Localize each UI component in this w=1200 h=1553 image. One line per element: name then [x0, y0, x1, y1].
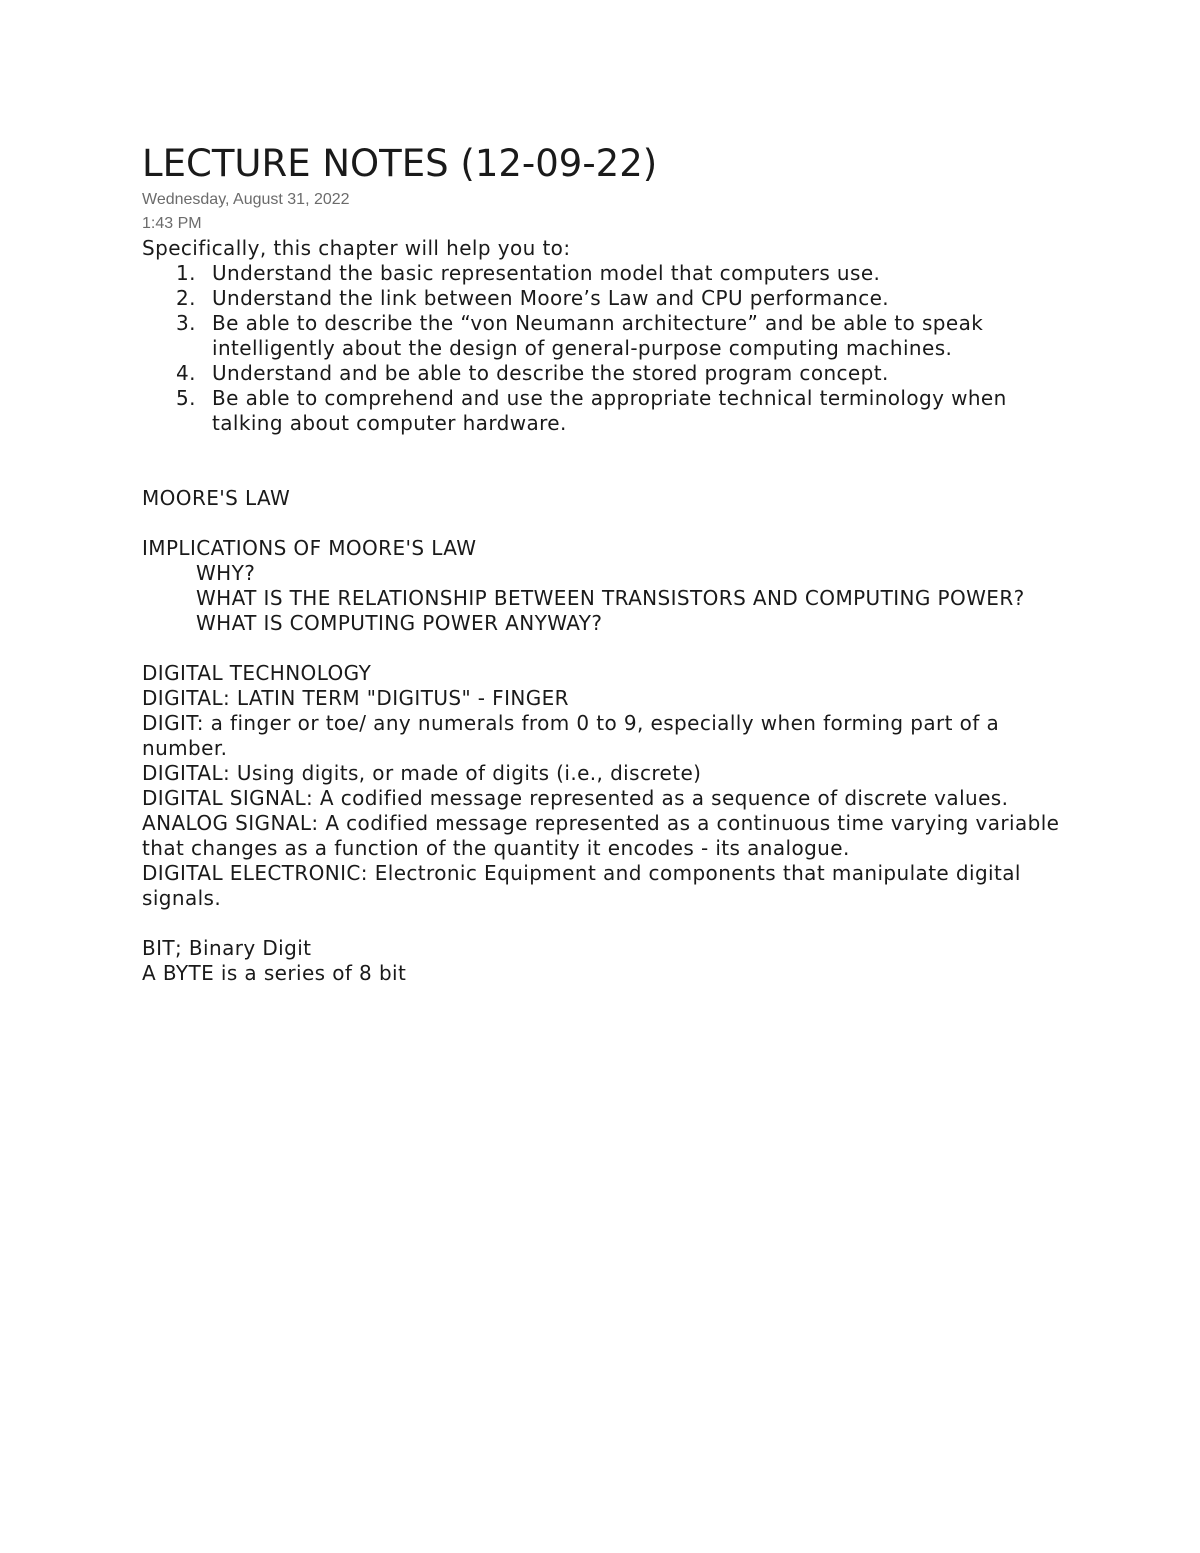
list-item-text: Understand the link between Moore’s Law and CPU performance.: [212, 286, 890, 310]
definition-line: DIGIT: a finger or toe/ any numerals from 0 to 9, especially when forming part of a number.: [142, 711, 1000, 760]
spacer: [142, 636, 1072, 661]
list-item-number: 3.: [176, 311, 196, 335]
list-item: [142, 386, 1072, 436]
definition-line: DIGITAL: LATIN TERM "DIGITUS" - FINGER: [142, 686, 569, 710]
list-item-number: 1.: [176, 261, 196, 285]
digital-technology-heading: DIGITAL TECHNOLOGY: [142, 661, 372, 685]
list-item: [142, 261, 1072, 286]
definition-line: ANALOG SIGNAL: A codified message represented as a continuous time varying variable that changes as a function of the quantity it encodes - its analogue.: [142, 811, 1060, 860]
list-item-number: 2.: [176, 286, 196, 310]
definition-line: DIGITAL SIGNAL: A codified message represented as a sequence of discrete values.: [142, 786, 1009, 810]
definition-line: DIGITAL ELECTRONIC: Electronic Equipment and components that manipulate digital signals.: [142, 861, 1021, 910]
byte-definition: A BYTE is a series of 8 bit: [142, 961, 407, 985]
list-item: [142, 311, 1072, 361]
note-date: Wednesday, August 31, 2022: [142, 191, 350, 208]
spacer: [142, 911, 1072, 936]
note-time: 1:43 PM: [142, 215, 202, 232]
list-item: [142, 286, 1072, 311]
list-item-text: Understand and be able to describe the stored program concept.: [212, 361, 889, 385]
bit-definition: BIT; Binary Digit: [142, 936, 312, 960]
spacer: [142, 511, 1072, 536]
moores-law-heading: MOORE'S LAW: [142, 486, 291, 510]
list-item-text: Be able to comprehend and use the appropriate technical terminology when talking about computer hardware.: [212, 386, 1007, 435]
list-item-number: 4.: [176, 361, 196, 385]
note-content: [142, 140, 1072, 986]
note-body: [142, 236, 1072, 986]
list-item-number: 5.: [176, 386, 196, 410]
question-line: WHAT IS THE RELATIONSHIP BETWEEN TRANSISTORS AND COMPUTING POWER?: [196, 586, 1025, 610]
definition-line: DIGITAL: Using digits, or made of digits (i.e., discrete): [142, 761, 702, 785]
question-line: WHY?: [196, 561, 256, 585]
objectives-list: [142, 261, 1072, 436]
intro-line: Specifically, this chapter will help you to:: [142, 236, 571, 260]
spacer: [142, 436, 1072, 486]
implications-heading: IMPLICATIONS OF MOORE'S LAW: [142, 536, 477, 560]
list-item-text: Understand the basic representation model that computers use.: [212, 261, 881, 285]
list-item: [142, 361, 1072, 386]
page-title: LECTURE NOTES (12-09-22): [142, 142, 658, 185]
list-item-text: Be able to describe the “von Neumann architecture” and be able to speak intelligently about the design of general-purpose computing machines.: [212, 311, 984, 360]
question-line: WHAT IS COMPUTING POWER ANYWAY?: [196, 611, 603, 635]
